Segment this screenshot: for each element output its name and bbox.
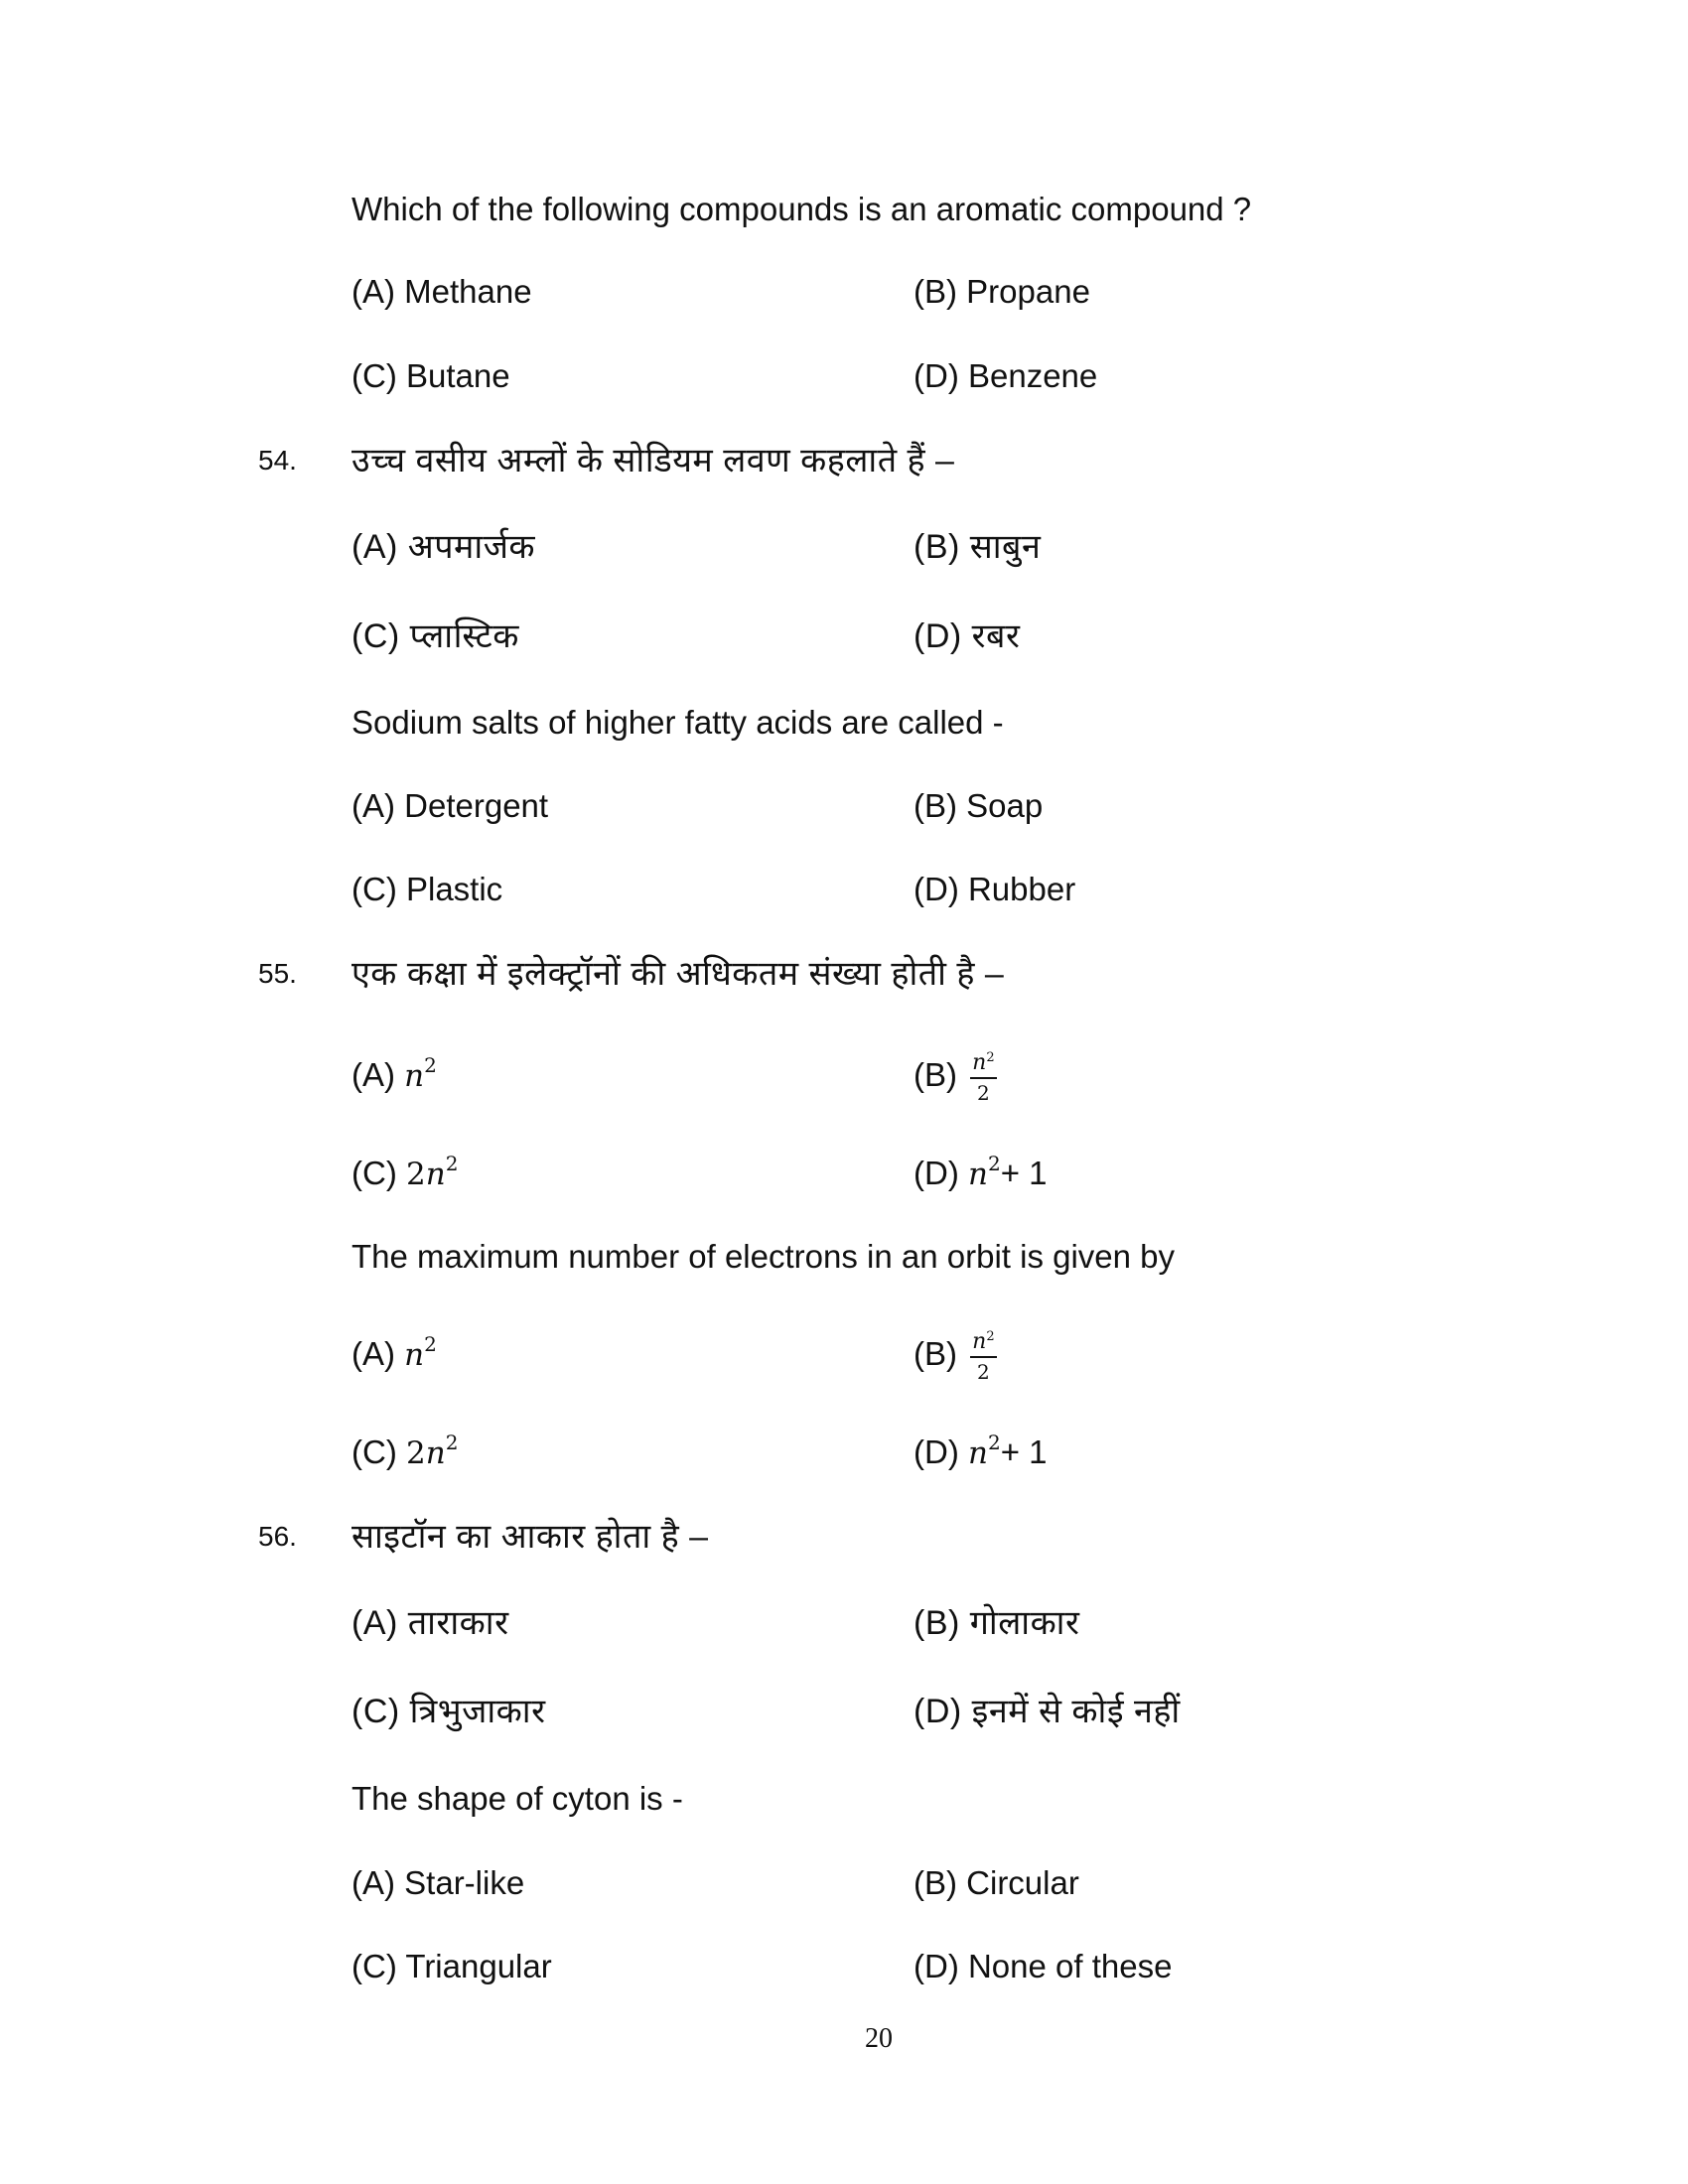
question-text: उच्च वसीय अम्लों के सोडियम लवण कहलाते हैं –	[352, 442, 955, 479]
options-row	[0, 612, 1688, 661]
option-a: (A) अपमार्जक	[352, 528, 536, 566]
option-label: (C)	[352, 1155, 397, 1191]
option-a	[352, 1329, 437, 1380]
option-d: (D) $n^2+ 1$	[914, 1152, 1048, 1192]
options-row	[0, 1149, 1688, 1198]
math-expression: $n^2$	[404, 1332, 437, 1373]
option-a: (A) Detergent	[352, 787, 549, 824]
option-b: (B) Soap	[914, 787, 1044, 824]
option-d: (D) इनमें से कोई नहीं	[914, 1693, 1181, 1730]
math-expression: $n^2$	[967, 1152, 1001, 1192]
option-a: (A) Methane	[352, 273, 532, 310]
fraction: $\frac{n^2}{2}$	[972, 1328, 995, 1384]
options-row	[0, 1049, 1688, 1105]
question-number: 56.	[258, 1521, 297, 1552]
option-label: (B)	[914, 1335, 957, 1372]
question-row	[0, 1232, 1688, 1282]
question-text: The shape of cyton is -	[352, 1780, 683, 1817]
fraction: $\frac{n^2}{2}$	[972, 1049, 995, 1105]
options-row	[0, 1328, 1688, 1384]
option-label: (D)	[914, 1433, 959, 1470]
options-row	[0, 865, 1688, 914]
option-b: (B) Circular	[914, 1864, 1079, 1901]
question-row	[0, 185, 1688, 234]
option-c: (C) Triangular	[352, 1948, 552, 1984]
option-b	[914, 1329, 997, 1382]
question-row	[0, 1512, 1688, 1562]
options-row	[0, 781, 1688, 831]
option-a: (A) ताराकार	[352, 1604, 509, 1642]
math-expression: $n^2$	[404, 1053, 437, 1094]
options-row	[0, 522, 1688, 572]
option-c: (C) प्लास्टिक	[352, 617, 519, 655]
option-d: (D) Benzene	[914, 357, 1098, 394]
options-row	[0, 1428, 1688, 1477]
option-label: (D)	[914, 1155, 959, 1191]
option-d: (D) रबर	[914, 617, 1021, 655]
question-row	[0, 436, 1688, 485]
question-text: साइटॉन का आकार होता है –	[352, 1518, 709, 1556]
page-number: 20	[865, 2023, 893, 2054]
question-number: 54.	[258, 445, 297, 476]
question-text: एक कक्षा में इलेक्ट्रॉनों की अधिकतम संख्या होती है –	[352, 955, 1005, 993]
option-b: (B) साबुन	[914, 528, 1042, 566]
options-row	[0, 1858, 1688, 1908]
option-a	[352, 1050, 437, 1101]
question-text: Which of the following compounds is an aromatic compound ?	[352, 191, 1252, 227]
question-text: Sodium salts of higher fatty acids are called -	[352, 704, 1004, 741]
options-row	[0, 1598, 1688, 1648]
option-c: (C) त्रिभुजाकार	[352, 1693, 546, 1730]
options-row	[0, 1687, 1688, 1736]
options-row	[0, 267, 1688, 317]
option-d: (D) Rubber	[914, 871, 1076, 907]
option-label: (C)	[352, 1433, 397, 1470]
options-row	[0, 351, 1688, 401]
option-d: (D) $n^2+ 1$	[914, 1431, 1048, 1471]
option-c: (C) Butane	[352, 357, 510, 394]
option-c	[352, 1428, 458, 1478]
question-number: 55.	[258, 958, 297, 989]
option-a: (A) Star-like	[352, 1864, 525, 1901]
question-text: The maximum number of electrons in an orbit is given by	[352, 1238, 1176, 1275]
option-c: (C) Plastic	[352, 871, 503, 907]
question-row	[0, 949, 1688, 999]
option-b: (B) Propane	[914, 273, 1090, 310]
options-row	[0, 1942, 1688, 1991]
option-label: (A)	[352, 1335, 395, 1372]
option-label: (A)	[352, 1056, 395, 1093]
option-d: (D) None of these	[914, 1948, 1173, 1984]
math-expression: $2n^2$	[405, 1152, 459, 1192]
option-b	[914, 1050, 997, 1103]
option-b: (B) गोलाकार	[914, 1604, 1080, 1642]
math-expression: $2n^2$	[405, 1431, 459, 1471]
option-label: (B)	[914, 1056, 957, 1093]
question-row	[0, 698, 1688, 748]
question-row	[0, 1774, 1688, 1824]
option-c	[352, 1149, 458, 1199]
math-expression: $n^2$	[967, 1431, 1001, 1471]
